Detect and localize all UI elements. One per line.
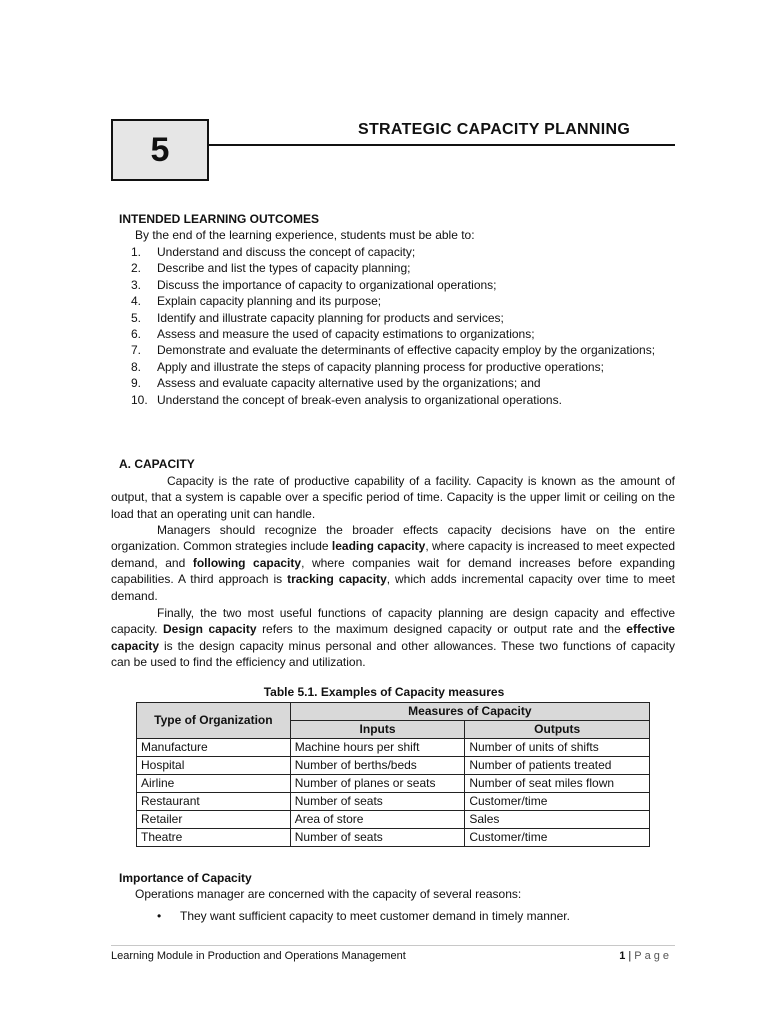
table-row: Retailer Area of store Sales — [137, 811, 650, 829]
capacity-paragraph-3: Finally, the two most useful functions of capacity planning are design capacity and effective capacity. Design capacity refers to the maximum designed capacity or output rate and the effective capacity is the design capacity minus personal and other allowances. These two functions of capacity can be used to find the efficiency and utilization. — [111, 606, 675, 670]
outcome-item: 3. Discuss the importance of capacity to organizational operations; — [131, 277, 497, 292]
term-design-capacity: Design capacity — [162, 622, 257, 637]
outcome-item: 5. Identify and illustrate capacity planning for products and services; — [131, 310, 504, 325]
outcome-item: 6. Assess and measure the used of capacity estimations to organizations; — [131, 327, 535, 342]
table-header-row — [137, 703, 650, 721]
chapter-title: STRATEGIC CAPACITY PLANNING — [358, 121, 631, 138]
outcome-item: 1. Understand and discuss the concept of capacity; — [131, 245, 416, 259]
capacity-paragraph-1: Capacity is the rate of productive capability of a facility. Capacity is known as the amount of output, that a system is capable over a specific period of time. Capacity is the upper limit or ceiling on the load that an operating unit can handle. — [111, 474, 675, 521]
outcome-item: 8. Apply and illustrate the steps of capacity planning process for productive operations; — [131, 359, 604, 374]
term-following-capacity: following capacity — [192, 555, 302, 570]
page-label: Page — [634, 950, 672, 962]
table-row: Airline Number of planes or seats Number of seat miles flown — [137, 775, 650, 793]
term-tracking-capacity: tracking capacity — [287, 572, 387, 587]
table-row: Restaurant Number of seats Customer/time — [137, 793, 650, 811]
page-number: 1 — [619, 950, 626, 962]
bullet-icon: • — [157, 909, 162, 923]
header-inputs: Inputs — [290, 721, 465, 739]
table-row: Theatre Number of seats Customer/time — [137, 829, 650, 847]
footer-rule — [111, 945, 675, 946]
section-heading-capacity: A. CAPACITY — [119, 457, 195, 471]
outcome-item: 4. Explain capacity planning and its purpose; — [131, 294, 382, 309]
capacity-paragraph-2: Managers should recognize the broader effects capacity decisions have on the entire organization. Common strategies include leading capacity, where capacity is increased to meet expected demand, and following capacity, where companies wait for demand increases before expanding capabilities. A third approach is tracking capacity, which adds incremental capacity over time to meet demand. — [111, 523, 675, 603]
term-effective-capacity: effective capacity — [111, 622, 675, 653]
outcomes-intro: By the end of the learning experience, students must be able to: — [135, 228, 475, 242]
page-separator: | — [628, 950, 632, 962]
importance-heading: Importance of Capacity — [119, 871, 252, 885]
importance-bullet-item: They want sufficient capacity to meet customer demand in timely manner. — [180, 909, 570, 923]
footer-module-title: Learning Module in Production and Operations Management — [111, 950, 406, 962]
outcome-item: 10. Understand the concept of break-even analysis to organizational operations. — [131, 392, 562, 407]
table-row: Manufacture Machine hours per shift Number of units of shifts — [137, 739, 650, 757]
header-measures-of-capacity: Measures of Capacity — [290, 703, 649, 721]
outcome-item: 7. Demonstrate and evaluate the determinants of effective capacity employ by the organizations; — [131, 343, 656, 358]
importance-intro: Operations manager are concerned with the capacity of several reasons: — [135, 887, 522, 901]
table-row: Hospital Number of berths/beds Number of patients treated — [137, 757, 650, 775]
table-caption: Table 5.1. Examples of Capacity measures — [263, 685, 505, 699]
title-rule — [207, 144, 675, 146]
outcomes-heading: INTENDED LEARNING OUTCOMES — [119, 212, 320, 226]
chapter-number-box — [111, 119, 209, 181]
header-outputs: Outputs — [465, 721, 650, 739]
header-type-of-organization: Type of Organization — [137, 703, 291, 739]
footer-page-indicator — [619, 950, 672, 962]
chapter-number: 5 — [150, 130, 170, 169]
outcome-list — [119, 244, 675, 408]
term-leading-capacity: leading capacity — [331, 539, 426, 554]
outcome-item: 2. Describe and list the types of capacity planning; — [131, 261, 411, 276]
outcome-item: 9. Assess and evaluate capacity alternative used by the organizations; and — [131, 376, 541, 391]
capacity-measures-table — [136, 702, 650, 847]
